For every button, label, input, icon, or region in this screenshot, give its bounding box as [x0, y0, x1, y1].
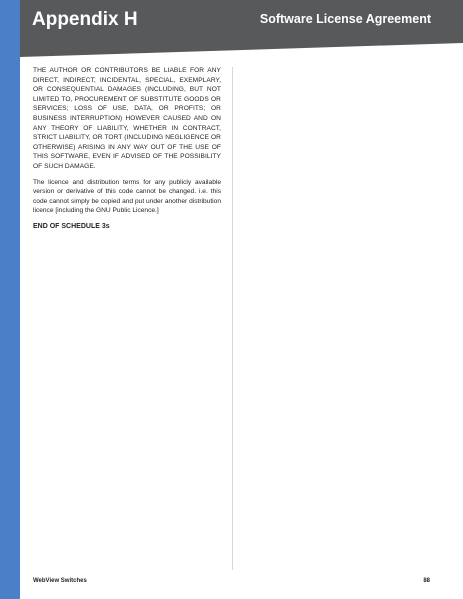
- appendix-title: Appendix H: [32, 9, 138, 30]
- end-of-schedule-label: END OF SCHEDULE 3s: [33, 222, 110, 230]
- footer-page-number: 88: [423, 578, 430, 584]
- section-title: Software License Agreement: [259, 12, 431, 26]
- side-stripe: [0, 0, 20, 599]
- left-column: [33, 66, 221, 232]
- license-paragraph-terms: The licence and distribution terms for any publicly available version or derivative of this code cannot be changed. i.e. this code cannot simply be copied and put under another distribution licence [including the GNU Public Licence.]: [33, 178, 221, 215]
- license-paragraph-disclaimer: THE AUTHOR OR CONTRIBUTORS BE LIABLE FOR ANY DIRECT, INDIRECT, INCIDENTAL, SPECIAL, EXEMPLARY, OR CONSEQUENTIAL DAMAGES (INCLUDING, BUT NOT LIMITED TO, PROCUREMENT OF SUBSTITUTE GOODS OR SERVICES; LOSS OF USE, DATA, OR PROFITS; OR BUSINESS INTERRUPTION) HOWEVER CAUSED AND ON ANY THEORY OF LIABILITY, WHETHER IN CONTRACT, STRICT LIABILITY, OR TORT (INCLUDING NEGLIGENCE OR OTHERWISE) ARISING IN ANY WAY OUT OF THE USE OF THIS SOFTWARE, EVEN IF ADVISED OF THE POSSIBILITY OF SUCH DAMAGE.: [33, 67, 221, 170]
- column-divider: [232, 67, 233, 570]
- footer-product-name: WebView Switches: [33, 578, 87, 584]
